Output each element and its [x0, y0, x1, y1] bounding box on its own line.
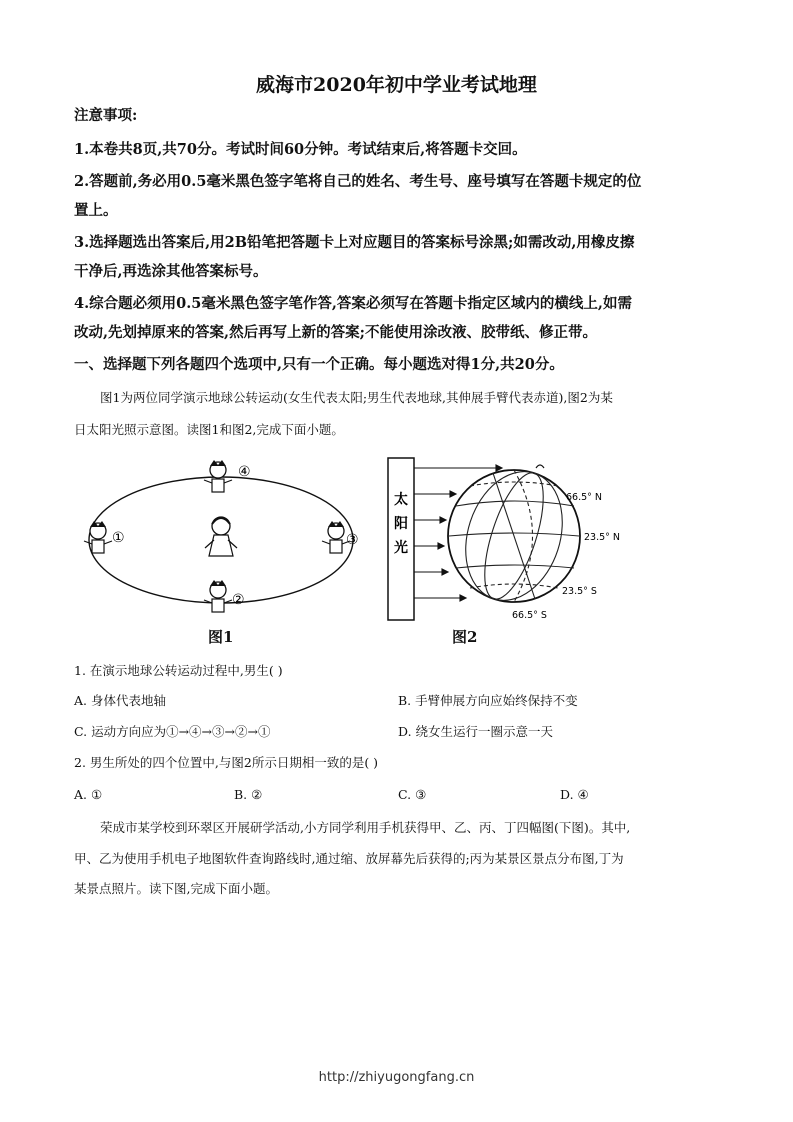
notice-line-3b: 干净后,再选涂其他答案标号。: [74, 263, 268, 280]
boy-figure-4: [204, 460, 232, 492]
intro-2b: 甲、乙为使用手机电子地图软件查询路线时,通过缩、放屏幕先后获得的;丙为某景区景点分布图,丁为: [74, 851, 624, 866]
question-1-option-a: A. 身体代表地轴: [74, 693, 166, 708]
intro-2c: 某景点照片。读下图,完成下面小题。: [74, 881, 278, 896]
figure-2-caption: 图2: [452, 628, 478, 646]
question-2-stem: 2. 男生所处的四个位置中,与图2所示日期相一致的是( ): [74, 755, 379, 770]
question-1-option-b: B. 手臂伸展方向应始终保持不变: [398, 693, 578, 708]
footer-url: http://zhiyugongfang.cn: [318, 1070, 475, 1085]
lat-label-66s: 66.5° S: [512, 610, 547, 621]
notice-line-1: 1.本卷共8页,共70分。考试时间60分钟。考试结束后,将答题卡交回。: [74, 141, 527, 158]
question-2-option-c: C. ③: [398, 787, 427, 802]
figure-1: [78, 452, 378, 627]
position-label-4: ④: [238, 464, 251, 480]
notice-line-3a: 3.选择题选出答案后,用2B铅笔把答题卡上对应题目的答案标号涂黑;如需改动,用橡皮擦: [74, 234, 635, 251]
notice-line-4a: 4.综合题必须用0.5毫米黑色签字笔作答,答案必须写在答题卡指定区域内的横线上,如需: [74, 295, 632, 312]
notice-line-4b: 改动,先划掉原来的答案,然后再写上新的答案;不能使用涂改液、胶带纸、修正带。: [74, 324, 597, 341]
lat-label-66n: 66.5° N: [566, 492, 603, 503]
notice-line-2b: 置上。: [74, 202, 118, 219]
rotation-arrow-icon: [536, 465, 544, 468]
intro-2a: 荣成市某学校到环翠区开展研学活动,小方同学利用手机获得甲、乙、丙、丁四幅图(下图)。其中,: [100, 820, 631, 835]
lat-label-23s: 23.5° S: [562, 586, 597, 597]
figure-1-caption: 图1: [208, 628, 234, 646]
girl-sun-figure: [205, 517, 237, 556]
position-label-2: ②: [232, 592, 245, 608]
notice-heading: 注意事项:: [74, 107, 138, 124]
notice-line-2a: 2.答题前,务必用0.5毫米黑色签字笔将自己的姓名、考生号、座号填写在答题卡规定的位: [74, 173, 642, 190]
position-label-3: ③: [346, 532, 359, 548]
figure-2: [386, 456, 646, 626]
section-heading: 一、选择题下列各题四个选项中,只有一个正确。每小题选对得1分,共20分。: [74, 356, 564, 373]
question-1-option-c: C. 运动方向应为①→④→③→②→①: [74, 724, 271, 739]
sun-label-2: 阳: [394, 516, 408, 532]
boy-figure-2: [204, 580, 232, 612]
sun-label-3: 光: [394, 540, 408, 556]
position-label-1: ①: [112, 530, 125, 546]
boy-figure-1: [84, 521, 112, 553]
question-1-stem: 1. 在演示地球公转运动过程中,男生( ): [74, 663, 283, 678]
sunlight-box: [388, 458, 414, 620]
intro-1b: 日太阳光照示意图。读图1和图2,完成下面小题。: [74, 422, 344, 437]
intro-1a: 图1为两位同学演示地球公转运动(女生代表太阳;男生代表地球,其伸展手臂代表赤道),图2为某: [100, 390, 613, 405]
question-2-option-a: A. ①: [74, 787, 103, 802]
page-title: 威海市2020年初中学业考试地理: [256, 74, 537, 96]
question-1-option-d: D. 绕女生运行一圈示意一天: [398, 724, 554, 739]
question-2-option-d: D. ④: [560, 787, 589, 802]
sun-label-1: 太: [394, 492, 408, 508]
lat-label-23n: 23.5° N: [584, 532, 621, 543]
question-2-option-b: B. ②: [234, 787, 263, 802]
